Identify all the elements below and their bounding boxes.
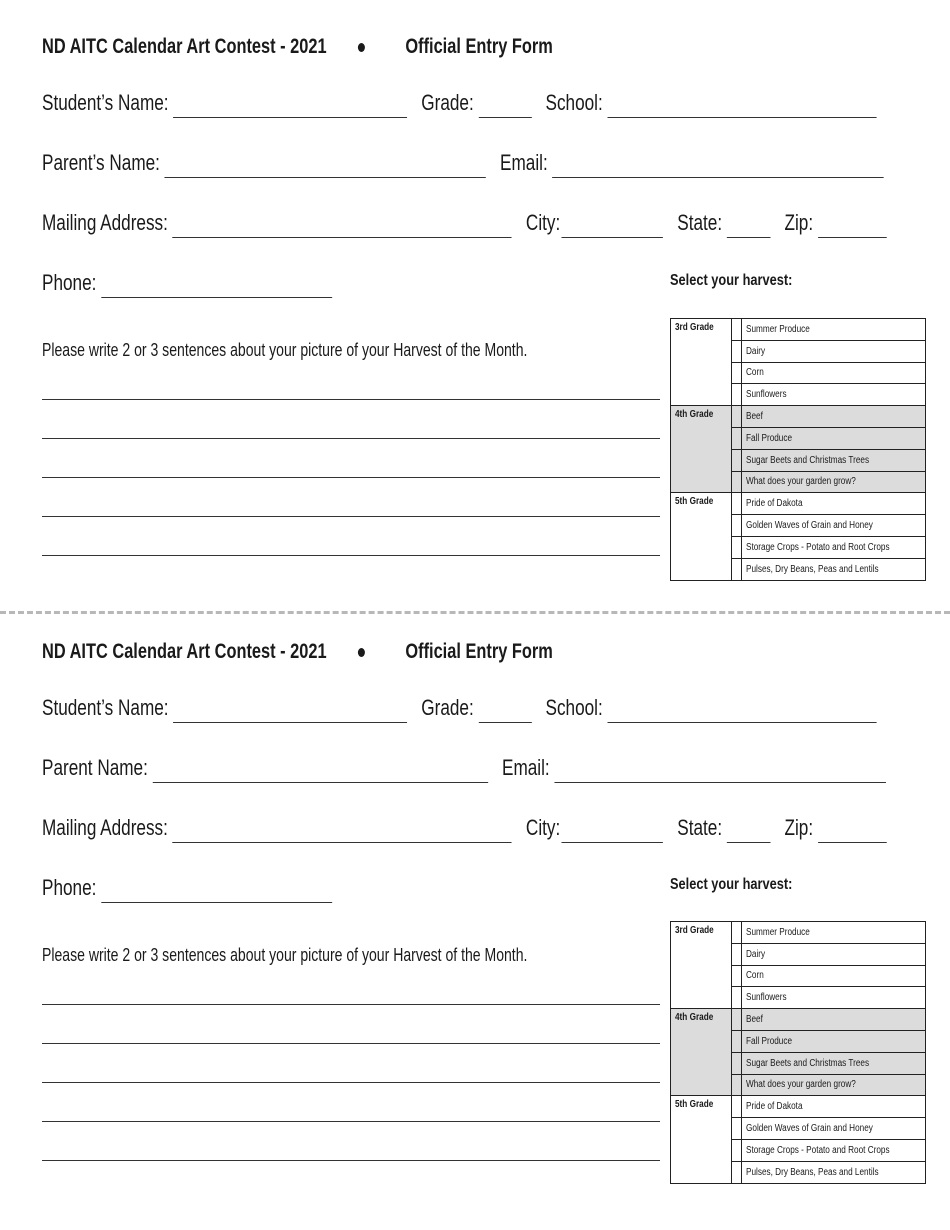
- harvest-option: Dairy: [742, 340, 926, 362]
- harvest-option: Storage Crops - Potato and Root Crops: [742, 1139, 926, 1161]
- harvest-option: What does your garden grow?: [742, 471, 926, 493]
- grade-name: 4th Grade: [675, 409, 714, 421]
- parent-name-field[interactable]: [165, 155, 486, 178]
- student-name-label: Student’s Name:: [42, 695, 169, 720]
- form-subtitle: Official Entry Form: [405, 35, 553, 58]
- write-line[interactable]: [42, 1121, 660, 1122]
- harvest-option: Summer Produce: [742, 319, 926, 341]
- description-prompt: Please write 2 or 3 sentences about your picture of your Harvest of the Month.: [42, 945, 528, 965]
- harvest-label: Select your harvest:: [670, 876, 793, 893]
- checkbox[interactable]: [732, 1118, 742, 1140]
- checkbox[interactable]: [732, 922, 742, 944]
- checkbox[interactable]: [732, 943, 742, 965]
- checkbox[interactable]: [732, 319, 742, 341]
- student-name-field[interactable]: [173, 95, 407, 118]
- zip-field[interactable]: [818, 215, 887, 238]
- checkbox[interactable]: [732, 1074, 742, 1096]
- state-label: State:: [677, 815, 723, 840]
- grade-name: 3rd Grade: [675, 322, 714, 333]
- grade-cell: [671, 319, 732, 406]
- contest-title: ND AITC Calendar Art Contest - 2021: [42, 640, 327, 663]
- email-label: Email:: [501, 755, 550, 780]
- school-field[interactable]: [607, 700, 876, 723]
- checkbox[interactable]: [732, 1139, 742, 1161]
- harvest-option: Corn: [742, 965, 926, 987]
- checkbox[interactable]: [732, 427, 742, 449]
- bullet-icon: [358, 648, 365, 657]
- write-line[interactable]: [42, 477, 660, 478]
- zip-field[interactable]: [818, 820, 887, 843]
- checkbox[interactable]: [732, 987, 742, 1009]
- grade-field[interactable]: [478, 700, 531, 723]
- harvest-option: Pride of Dakota: [742, 1096, 926, 1118]
- city-label: City:: [525, 815, 561, 840]
- write-line[interactable]: [42, 399, 660, 400]
- school-label: School:: [545, 695, 603, 720]
- city-field[interactable]: [562, 215, 663, 238]
- parent-name-label: Parent’s Name:: [42, 150, 160, 175]
- write-line[interactable]: [42, 1043, 660, 1044]
- email-field[interactable]: [554, 760, 886, 783]
- harvest-option: Pulses, Dry Beans, Peas and Lentils: [742, 1161, 926, 1183]
- description-prompt: Please write 2 or 3 sentences about your picture of your Harvest of the Month.: [42, 340, 528, 360]
- grade-field[interactable]: [478, 95, 531, 118]
- parent-row: [42, 753, 900, 783]
- harvest-option: Fall Produce: [742, 1030, 926, 1052]
- phone-row: [42, 873, 346, 903]
- grade-name: 3rd Grade: [675, 925, 714, 936]
- checkbox[interactable]: [732, 1009, 742, 1031]
- city-field[interactable]: [562, 820, 663, 843]
- parent-name-field[interactable]: [153, 760, 488, 783]
- harvest-table: [670, 318, 926, 581]
- parent-row: [42, 148, 898, 178]
- checkbox[interactable]: [732, 1052, 742, 1074]
- phone-label: Phone:: [42, 270, 97, 295]
- state-field[interactable]: [727, 820, 771, 843]
- checkbox[interactable]: [732, 340, 742, 362]
- parent-name-label: Parent Name:: [42, 755, 148, 780]
- student-name-field[interactable]: [173, 700, 407, 723]
- write-line[interactable]: [42, 1004, 660, 1005]
- harvest-option: Fall Produce: [742, 427, 926, 449]
- school-label: School:: [545, 90, 603, 115]
- city-label: City:: [525, 210, 561, 235]
- harvest-option: Sugar Beets and Christmas Trees: [742, 1052, 926, 1074]
- harvest-option: Sunflowers: [742, 384, 926, 406]
- checkbox[interactable]: [732, 1096, 742, 1118]
- harvest-option: Golden Waves of Grain and Honey: [742, 1118, 926, 1140]
- checkbox[interactable]: [732, 406, 742, 428]
- phone-field[interactable]: [101, 275, 332, 298]
- mailing-address-field[interactable]: [173, 215, 512, 238]
- form-subtitle: Official Entry Form: [405, 640, 553, 663]
- harvest-option: Dairy: [742, 943, 926, 965]
- harvest-option: Beef: [742, 406, 926, 428]
- grade-label: Grade:: [421, 90, 474, 115]
- grade-cell: [671, 1096, 732, 1183]
- mailing-address-label: Mailing Address:: [42, 210, 168, 235]
- grade-cell: [671, 1009, 732, 1096]
- email-field[interactable]: [552, 155, 884, 178]
- checkbox[interactable]: [732, 1161, 742, 1183]
- mailing-address-label: Mailing Address:: [42, 815, 168, 840]
- checkbox[interactable]: [732, 449, 742, 471]
- checkbox[interactable]: [732, 1030, 742, 1052]
- bullet-icon: [358, 43, 365, 52]
- checkbox[interactable]: [732, 515, 742, 537]
- phone-label: Phone:: [42, 875, 97, 900]
- checkbox[interactable]: [732, 965, 742, 987]
- write-line[interactable]: [42, 438, 660, 439]
- grade-name: 5th Grade: [675, 496, 714, 508]
- write-line[interactable]: [42, 516, 660, 517]
- address-row: [42, 208, 900, 238]
- grade-cell: [671, 922, 732, 1009]
- grade-cell: [671, 493, 732, 580]
- grade-cell: [671, 406, 732, 493]
- harvest-option: Pride of Dakota: [742, 493, 926, 515]
- harvest-option: Pulses, Dry Beans, Peas and Lentils: [742, 558, 926, 580]
- checkbox[interactable]: [732, 362, 742, 384]
- grade-name: 4th Grade: [675, 1012, 714, 1024]
- cut-line-separator: [0, 611, 950, 614]
- harvest-option: Storage Crops - Potato and Root Crops: [742, 536, 926, 558]
- write-line[interactable]: [42, 555, 660, 556]
- checkbox[interactable]: [732, 471, 742, 493]
- form-title: [42, 635, 553, 669]
- email-label: Email:: [500, 150, 548, 175]
- harvest-option: Sunflowers: [742, 987, 926, 1009]
- state-field[interactable]: [727, 215, 771, 238]
- phone-row: [42, 268, 346, 298]
- mailing-address-field[interactable]: [173, 820, 512, 843]
- zip-label: Zip:: [784, 815, 814, 840]
- harvest-option: Summer Produce: [742, 922, 926, 944]
- zip-label: Zip:: [784, 210, 814, 235]
- checkbox[interactable]: [732, 493, 742, 515]
- harvest-option: Sugar Beets and Christmas Trees: [742, 449, 926, 471]
- write-line[interactable]: [42, 1082, 660, 1083]
- address-row: [42, 813, 900, 843]
- write-line[interactable]: [42, 1160, 660, 1161]
- grade-label: Grade:: [421, 695, 474, 720]
- grade-name: 5th Grade: [675, 1099, 714, 1111]
- checkbox[interactable]: [732, 536, 742, 558]
- checkbox[interactable]: [732, 384, 742, 406]
- harvest-label: Select your harvest:: [670, 272, 793, 289]
- student-row: [42, 88, 891, 118]
- harvest-option: What does your garden grow?: [742, 1074, 926, 1096]
- student-row: [42, 693, 891, 723]
- harvest-option: Beef: [742, 1009, 926, 1031]
- checkbox[interactable]: [732, 558, 742, 580]
- harvest-option: Golden Waves of Grain and Honey: [742, 515, 926, 537]
- state-label: State:: [677, 210, 723, 235]
- student-name-label: Student’s Name:: [42, 90, 169, 115]
- phone-field[interactable]: [101, 880, 332, 903]
- contest-title: ND AITC Calendar Art Contest - 2021: [42, 35, 327, 58]
- harvest-table: [670, 921, 926, 1184]
- school-field[interactable]: [607, 95, 876, 118]
- form-title: [42, 30, 553, 64]
- harvest-option: Corn: [742, 362, 926, 384]
